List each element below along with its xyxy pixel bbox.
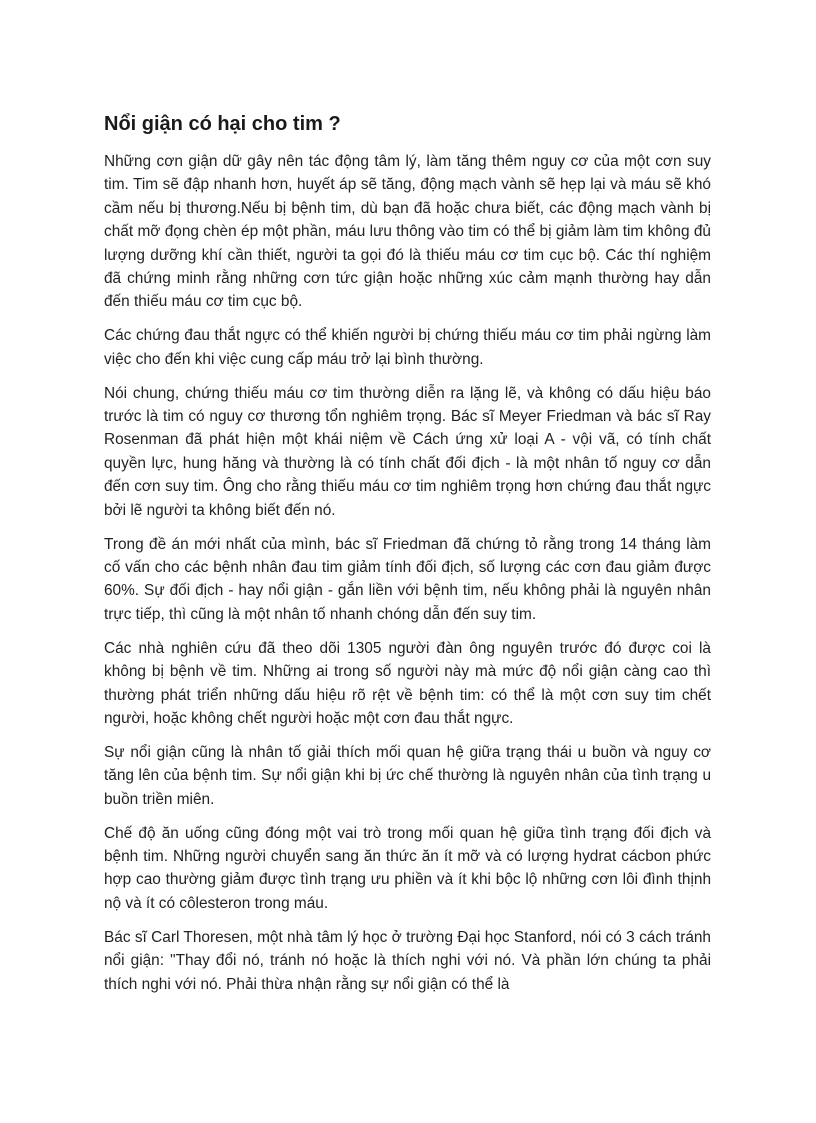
- paragraph-5: Các nhà nghiên cứu đã theo dõi 1305 người đàn ông nguyên trước đó được coi là không bị bệnh về tim. Những ai trong số người này mà mức độ nổi giận càng cao thì thường phát triển những dấu hiệu rõ rệt về bệnh tim: có thể là một cơn suy tim chết người, hoặc không chết người hoặc một cơn đau thắt ngực.: [104, 639, 711, 727]
- document-title: Nổi giận có hại cho tim ?: [104, 113, 341, 135]
- paragraph-3: Nói chung, chứng thiếu máu cơ tim thường diễn ra lặng lẽ, và không có dấu hiệu báo trước là tim có nguy cơ thương tổn nghiêm trọng. Bác sĩ Meyer Friedman và bác sĩ Ray Rosenman đã phát hiện một khái niệm về Cách ứng xử loại A - vội vã, có tính chất quyền lực, hung hăng và thường là có tính chất đối địch - là một nhân tố nguy cơ dẫn đến cơn suy tim. Ông cho rằng thiếu máu cơ tim nghiêm trọng hơn chứng đau thắt ngực bởi lẽ người ta không biết đến nó.: [104, 384, 711, 519]
- paragraph-6: Sự nổi giận cũng là nhân tố giải thích mối quan hệ giữa trạng thái u buồn và nguy cơ tăng lên của bệnh tim. Sự nổi giận khi bị ức chế thường là nguyên nhân của tình trạng u buồn triền miên.: [104, 743, 711, 808]
- paragraph-8: Bác sĩ Carl Thoresen, một nhà tâm lý học ở trường Đại học Stanford, nói có 3 cách tránh nổi giận: "Thay đổi nó, tránh nó hoặc là thích nghi với nó. Và phần lớn chúng ta phải thích nghi với nó. Phải thừa nhận rằng sự nổi giận có thể là: [104, 928, 711, 993]
- paragraph-4: Trong đề án mới nhất của mình, bác sĩ Friedman đã chứng tỏ rằng trong 14 tháng làm cố vấn cho các bệnh nhân đau tim giảm tính đối địch, số lượng các cơn đau giảm được 60%. Sự đối địch - hay nổi giận - gắn liền với bệnh tim, nếu không phải là nguyên nhân trực tiếp, thì cũng là một nhân tố nhanh chóng dẫn đến suy tim.: [104, 535, 711, 623]
- paragraph-7: Chế độ ăn uống cũng đóng một vai trò trong mối quan hệ giữa tình trạng đối địch và bệnh tim. Những người chuyển sang ăn thức ăn ít mỡ và có lượng hydrat cácbon phức hợp cao thường giảm được tình trạng ưu phiền và ít khi bộc lộ những cơn lôi đình thịnh nộ và ít có côlesteron trong máu.: [104, 824, 711, 912]
- document-page: [104, 112, 711, 1006]
- paragraph-1: Những cơn giận dữ gây nên tác động tâm lý, làm tăng thêm nguy cơ của một cơn suy tim. Tim sẽ đập nhanh hơn, huyết áp sẽ tăng, động mạch vành sẽ hẹp lại và máu sẽ khó cầm nếu bị thương.Nếu bị bệnh tim, dù bạn đã hoặc chưa biết, các động mạch vành bị chất mỡ đọng chèn ép một phần, máu lưu thông vào tim có thể bị giảm làm tim không đủ lượng dưỡng khí cần thiết, người ta gọi đó là thiếu máu cơ tim cục bộ. Các thí nghiệm đã chứng minh rằng những cơn tức giận hoặc những xúc cảm mạnh thường hay dẫn đến thiếu máu cơ tim cục bộ.: [104, 153, 711, 311]
- paragraph-2: Các chứng đau thắt ngực có thể khiến người bị chứng thiếu máu cơ tim phải ngừng làm việc cho đến khi việc cung cấp máu trở lại bình thường.: [104, 327, 711, 368]
